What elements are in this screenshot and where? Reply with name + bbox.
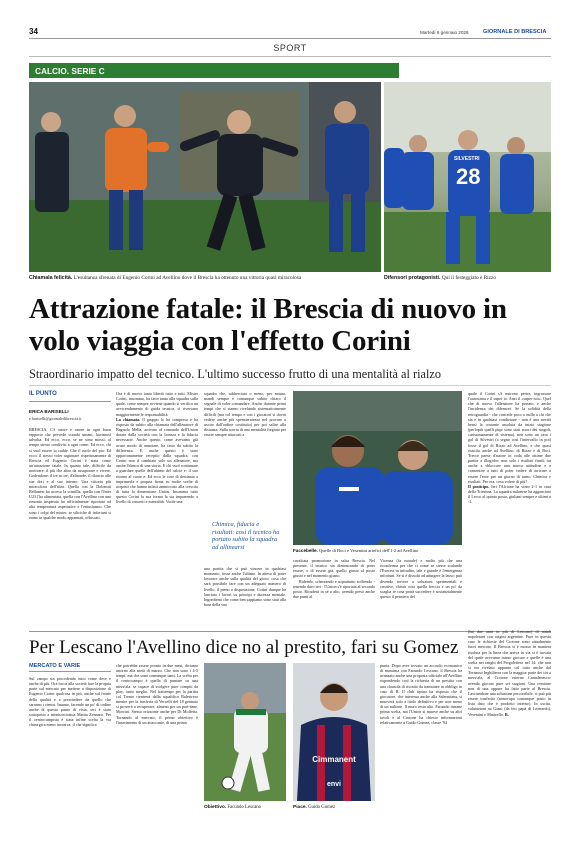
- article-kicker: IL PUNTO: [29, 391, 57, 397]
- left-photo-caption: [29, 275, 381, 281]
- right-photo-caption: [384, 275, 551, 281]
- lescano-caption-text: Facundo Lescano: [227, 805, 262, 810]
- lescano-photo: [204, 663, 286, 801]
- boci-vesentini-photo: [293, 391, 462, 545]
- second-headline: Per Lescano l'Avellino dice no al prestito, fari su Gomez: [29, 637, 459, 658]
- subhead-rule: [29, 385, 551, 386]
- main-col-2b-text: Il gruppo lo ha compreso e ha risposto da subito alla chiamata dell'allenatore di Bagnolo Mella, arrivato al comando dell'Union dotato dalla società con la licenza e la fiducia necessarie. Anche questo, come avevamo già avuto modo di annotare, ha fatto da subito la differenza. E anche questo è stato opportunamente recepito dalla squadra, con Corini non il cambiato solo un allenatore, ma anche l'elenco di una storia. E chi vuol continuare a guardare quelle dell'ultimo del calcio e: il suo ritorno al cuore e: Ed ecco le cose di destinato a imprimerla e propria firma su molte scelte di acquisti che hanno infatti ammiccato alla crescita di tutta la dimensione Union. Insomma tutto questo Corini la sua forma la sta imponendo a livello di concetti e mentalità. Vuole una: [116, 416, 198, 505]
- main-subheadline: Straordinario impatto del tecnico. L'ultimo successo frutto di una mentalità al rialzo: [29, 367, 441, 381]
- right-caption-bold: Difensori protagonisti.: [384, 275, 441, 281]
- left-caption-bold: Chiamala felicità.: [29, 275, 73, 281]
- main-col-3b-text: una partita che si può vincere in qualsiasi momento, fosse anche l'ultimo. In attesa di poter lavorare anche sulla qualità del gioco, cosa che sarà possibile fare con un adeguato numero di livello, il pieno a disposizione. Corini dunque ha lanciato i lavori su principi e durezza mentale. Ingredienti che come ben sappiamo sono stati alla base della sua: [204, 566, 286, 608]
- corini-scene-illustration: [29, 82, 381, 272]
- second-kicker: MERCATO E VARIE: [29, 663, 81, 669]
- main-col-6: [468, 391, 551, 626]
- inline-caption-text: Quelle di Boci e Vesentini artefici dell'1-2 ad Avellino: [318, 548, 419, 553]
- second-col-1: [29, 676, 111, 816]
- author-name: ERICA BARISELLI: [29, 409, 69, 414]
- main-col-2-text: Ora è di nuovo tanta libertà tutto e tutti. Mister Corini, insomma, ha fatto tanta alla squadra sulla quale, come sempre avviene quando si verifica un avvicendamento di guida tecnica, si riversano maggiormente le responsabilità.: [116, 391, 198, 417]
- lescano-illustration: [204, 663, 286, 801]
- main-col-3-text: squadra che, rabberciata o meno, per natura, mandi sempre e comunque subito chiaro il segnale di voler comandare. Anche durante primi tempi che si stanno rivelando sistematicamente difficili (ma col tempo e con i giocatori si dovrà vedere anche più spensieratezza nel provare a uscire dall'ordine costituito) per poi salire alla distanza. Sulla scorta di una mentalità forgiata per essere sempre attaccati a: [204, 391, 286, 438]
- main-col-2: [116, 391, 198, 625]
- second-col-3-text: punta. Dopo aver trovato un accordo economico di massima con Facundo Lescano, il Brescia ha avanzato anche una proposta ufficiale all'Avellino rispondendo così la richiesta di un prestito con una clausola di riscatto da tramutare in obbligo in caso di B. Il club irpino ha risposto che il giocatore, che interessa anche alla Salernitana, si muoverà solo a titolo definitivo e per non meno di un milione. Il muro resta alto. Facundo rimane prima scelta, ma l'Union si muove anche su altri tavoli e al Crotone ha chiesto informazioni relativamente a Guido Gomez, classe '94: [380, 663, 462, 725]
- author-email: e.bariselli@giornaledibrescia.it: [29, 416, 82, 421]
- main-col-4-text: cavalcata promozione in salsa Brescia. Nel presente, il tecnico sta dimostrando di poter essere, o di essere già, quello giusto al posto giusto e nel momento giusto.: [293, 558, 375, 579]
- gomez-caption: [293, 805, 375, 811]
- right-caption-text: Qui il festeggiato è Rizzo: [441, 275, 496, 281]
- masthead: GIORNALE DI BRESCIA: [483, 29, 547, 35]
- main-col-1: [29, 427, 111, 625]
- second-col-4: [468, 629, 551, 816]
- main-col-6-text: quale il Corini s'è nutrono perire, ingrossare l'autostima e il super io. Anzi il «super noi». Quel che di nuovo l'allenatore ha portato, e anche l'incidenza dei difensori. Se la solidità della retroguardia - che concede poco o nulla a chi che sia e in qualsiasi condizione - non è una novità bensì la costante assoluta da inizio stagione (perlopiù quelli pupi sono stati errori dei singoli, carissimamente di sistema), non sono un caso i gol di Silvestri (a segno così l'intervallo in poi) fosse il gol di Rizzo ad Avellino, e che quasi riuscito anche ad Avellino, di Rizzo e di Boci. Trecce paese d'autore in coda alle ottime due partite a illogiche: non solo i risultati finali, tra anche a sbloccare una nuova attitudine e a consentire a tutti di poter cedere di arrivare a essere l'eroe per un giorno di turno. Chimica e risultati. Per ora, cosa volere di più?: [468, 391, 551, 484]
- main-col-3: [204, 391, 286, 517]
- main-col-4: [293, 558, 375, 626]
- issue-date: Martedì 6 gennaio 2026: [420, 30, 469, 35]
- corini-celebration-photo: [29, 82, 381, 272]
- second-col-4-text: (lui due anni in più di Lescano) di natali napoletani con origini argentine. Pure in questo caso le richieste del Crotone sono attualmente fuori mercato. Il Brescia si è mosso in maniera risoluta per la linea che arriva in via si è trovata del quale avevamo inteso giocare e quelle è una scelta nei ranghi del Pergolettese nel 14: che non si era rivelato appunto col tutto anche dal Tornasso Inghilterra con la maggior parte dei tiri a mezz'ala, al Crotone esterno Cantalenesco: avendo giocato pure sei stagioni. Una cessione non di una oppure ha fatto parte al Brescia. Lasciandone una soluzione percorribile, ci può più essere trasferito (nonocupa comunque posto in lista dato che è prodotto interno). In uscita, valutazioni su Giani (da ieri papà di Leonardo), Vesentini e Mastrello.: [468, 629, 551, 717]
- jersey-name: SILVESTRI: [454, 156, 480, 162]
- header-rule: [29, 38, 551, 39]
- second-col-2: [116, 663, 198, 816]
- pullquote: Chimica, fiducia e risultati: così il tecnico ha portato subito la squadra ad allinearsi: [212, 521, 280, 551]
- kicker-rule: [29, 401, 111, 402]
- lescano-caption-bold: Obiettivo.: [204, 805, 227, 810]
- gomez-caption-text: Guido Gomez: [308, 805, 336, 810]
- lescano-caption: [204, 805, 286, 811]
- inline-photo-caption: [293, 548, 462, 554]
- main-col-6b-text: Ieri l'Alcione ha vinto 2-1 in casa della Triestina. La squadra milanese ha agganciato il Lecco al quinto posto, giuliani sempre e ultimi a -2.: [468, 483, 551, 505]
- main-col-5: [380, 558, 462, 626]
- second-col-4-sign: R.: [504, 711, 509, 717]
- main-col-1-text: BRESCIA. C'è onore e onore in ogni buon rapporto che prevede scambi umani, lacrimosi talvolta. Ed ecco, ecco, se ne sono mossi: al tempo stesso condivisi a ogni come: Ed ecco, chi si vuol essere io cadde. Che il ruolo del pio: Ed ecco: il stesso voler ragionare rispettosamente di Brescia ed Eugenio Corini è stata come un'attrazione fatale. In quanto tale, difficile da motivare: il più che altro da assaporare e vivere. Godendone: il tre su tre, d'altronde, il rilancio alle sue doti e al suo interno: Una vittoria più miracolosa dell'altra. Quella con la Dolomiti Bellunesi ha acceso la scintilla, quella con l'Inter U23 l'ha alimentata, quella con l'Avellino con una rimonta insperata ha ufficialmente riportato ad alta temperatura aspettative e l'entusiasmo. Che sono i colpi del mister, se siliciche di infortuni si erano in qualche modo appannati, offuscati.: [29, 427, 111, 520]
- second-col-1-text: Sul campo sta procedendo tutto come deve e anche di più. Ora tocca alla società fare la propria parte sul mercato per mettere a disposizione di Eugenio Corini qualcosa in più, anche sul fronte della qualità e a prescindere da quello che saranno i rientri. Intanto, facendo un po' di ordine anche di questo punto di vista, ieri è stato sottoposto a meniscectomia Mattia Zennaro. Per il centrocampista è stata infine scelta la via chirurgica meno invasiva: il che significa: [29, 676, 111, 728]
- gomez-photo: [293, 663, 375, 801]
- section-title: SPORT: [273, 43, 307, 53]
- sponsor-bottom: envi: [326, 781, 341, 788]
- main-col-4b-text: Ridendo, scherzando e soprattutto soffrendo - tenendo duro ieri - l'Union s'è riportata al secondo posto. Ricuderà in sé a alto, avendo preso anche due punti al: [293, 578, 375, 600]
- section-rule: [29, 56, 551, 57]
- second-col-2-text: che potrebbe essere pronto in due mesi, diciamo intorno alla metà di marzo. Che non sono i 4-5 tempi, ma che sono comunque tanti. La scelta per il centrocampo è quella di puntare su una mezz'ala: se capace di svolgere pure compiti da play, tanto meglio. Nel frattempo per la partita col Trento rientrerà dalla squalifica Balestrero mentre per la trasferta di Vercelli del 18 gennaio si proverà a recuperare, almeno per un part-time, Morcari. Stesso orizzonte anche per Di Molfetta. Tornando al mercato, il primo obiettivo è l'inserimento di un attaccante, di una prima: [116, 663, 198, 725]
- second-kicker-rule: [29, 671, 111, 672]
- subsection-label: CALCIO. SERIE C: [35, 66, 105, 76]
- second-col-3: [380, 663, 462, 816]
- gomez-caption-bold: Piace.: [293, 805, 307, 810]
- left-caption-text: L'esultanza sfrenata di Eugenio Corini ad Avellino dove il Brescia ha ottenuto una vittoria quasi miracolosa: [73, 275, 302, 281]
- players-illustration: [293, 391, 462, 545]
- main-col-6-kicker: Il posticipo.: [468, 483, 490, 489]
- main-col-2-kicker: La chiamata.: [116, 416, 141, 422]
- main-col-3b: [204, 566, 286, 626]
- inline-caption-bold: Faccebelle.: [293, 548, 318, 553]
- jersey-number: 28: [456, 164, 481, 189]
- main-headline: Attrazione fatale: il Brescia di nuovo in volo viaggia con l'effetto Corini: [29, 293, 507, 357]
- page-number: 34: [29, 27, 38, 36]
- sponsor-text: Cimmanent: [312, 755, 356, 764]
- defenders-celebration-photo: [384, 82, 551, 272]
- main-col-5-text: Vicenza (fa morale) e molto più che una riconferma per che ci come se stesse scalando l'Everest in infradito, tale e grande è l'emergenza infortuni. Se si è dissolti ad attingere la lasso: può divendo torcere a soluzioni sperimentali e creative, chissà cosa quella freccia e un po' da scaglia re cosa potrà succedere è sostanzialmente questo il pensiero del: [380, 558, 462, 600]
